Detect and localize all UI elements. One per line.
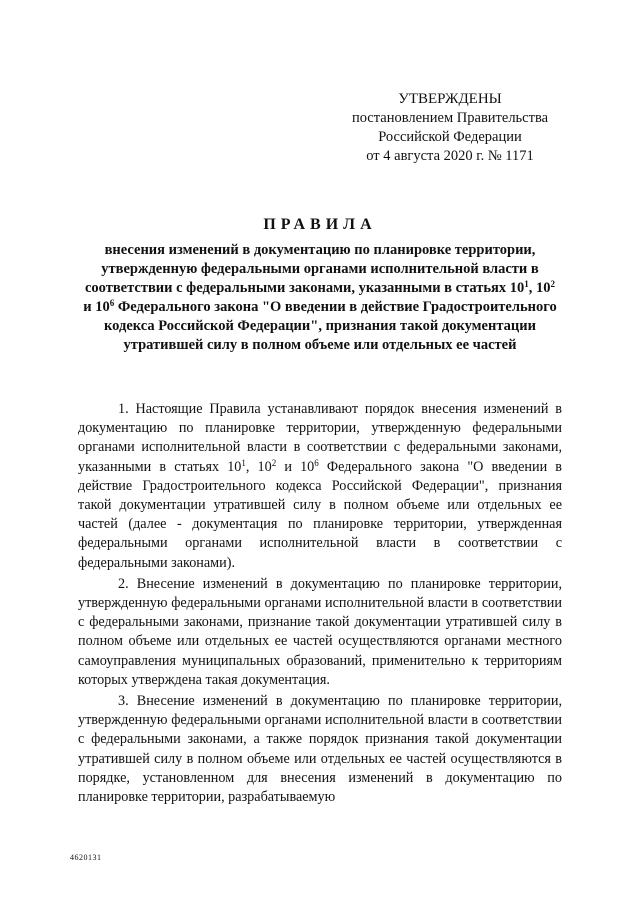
approval-line-government: Российской Федерации (378, 129, 522, 145)
subtitle-text: Федерального закона "О введении в действие Градостроительного кодекса Российской Федерации", признания такой документации утратившей силу в полном объеме или отдельных ее частей (104, 299, 557, 353)
approval-heading: УТВЕРЖДЕНЫ (398, 91, 502, 107)
subtitle-text: и 10 (83, 299, 110, 315)
document-subtitle (80, 241, 560, 355)
paragraph-text: , 10 (245, 458, 272, 475)
superscript: 2 (271, 457, 277, 468)
paragraph-1 (78, 400, 562, 573)
paragraph-2: 2. Внесение изменений в документацию по планировке территории, утвержденную федеральными органами исполнительной власти в соответствии с федеральными законами, признание такой документации утратившей силу в полном объеме или отдельных ее частей осуществляются органами местного самоуправления муниципальных образований, применительно к территориям которых утверждена такая документация. (78, 575, 562, 688)
subtitle-text: , 10 (528, 280, 551, 296)
document-code: 4620131 (70, 853, 102, 862)
approval-line-date-number: от 4 августа 2020 г. № 1171 (366, 148, 534, 164)
approval-line-resolution: постановлением Правительства (351, 110, 549, 126)
paragraph-text: Федерального закона "О введении в действие Градостроительного кодекса Российской Федерации", признания такой документации утратившей силу в полном объеме или отдельных ее частей (далее - документация по планировке территории, утвержденная федеральными органами исполнительной власти в соответствии с федеральными законами). (78, 458, 563, 571)
superscript: 6 (314, 457, 319, 468)
approval-block (320, 90, 580, 166)
paragraph-3: 3. Внесение изменений в документацию по планировке территории, утвержденную федеральными органами исполнительной власти в соответствии с федеральными законами, а также порядок признания такой документации утратившей силу в полном объеме или отдельных ее частей осуществляются в порядке, установленном для внесения изменений в документацию по планировке территории, разрабатываемую (78, 693, 562, 806)
document-title: ПРАВИЛА (263, 216, 377, 233)
superscript: 1 (524, 279, 529, 289)
subtitle-text: внесения изменений в документацию по планировке территории, утвержденную федеральными органами исполнительной власти в соответствии с федеральными законами, указанными в статьях 10 (84, 242, 539, 296)
superscript: 1 (241, 457, 246, 468)
paragraph-text: и 10 (276, 458, 315, 475)
superscript: 6 (109, 298, 115, 308)
document-body (78, 400, 562, 807)
superscript: 2 (550, 279, 556, 289)
paragraph-text: 1. Настоящие Правила устанавливают порядок внесения изменений в документацию по планировке территории, утвержденную федеральными органами исполнительной власти в соответствии с федеральными законами, указанными в статьях 10 (78, 401, 562, 475)
